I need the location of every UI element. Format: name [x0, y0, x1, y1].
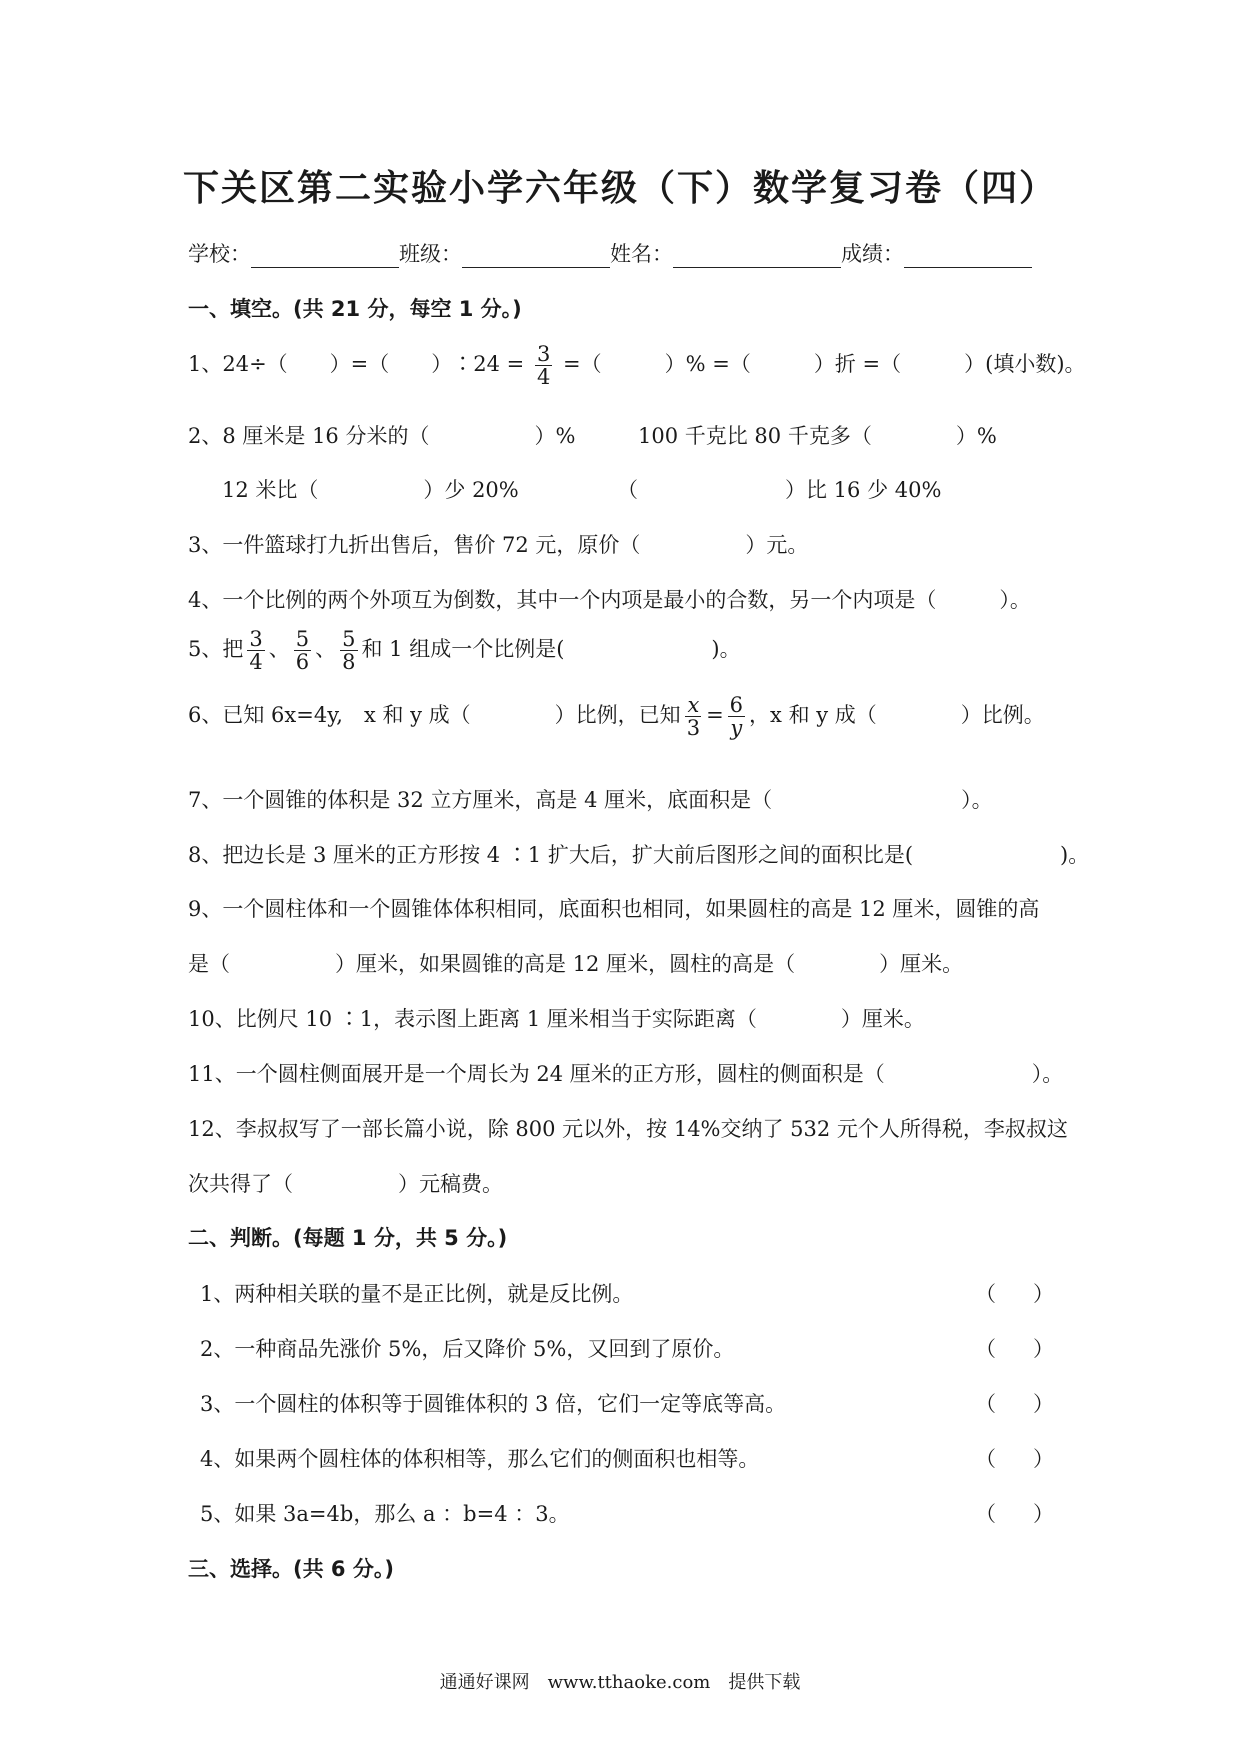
- question-12-line-2: 次共得了（ ）元稿费。: [188, 1172, 503, 1196]
- paren-open: （: [975, 1502, 996, 1526]
- judge-answer-2[interactable]: [975, 1333, 1054, 1363]
- paren-open: （: [975, 1337, 996, 1361]
- question-4: 4、一个比例的两个外项互为倒数，其中一个内项是最小的合数，另一个内项是（ ）。: [188, 588, 1031, 612]
- section-3-heading: 三、选择。(共 6 分。): [188, 1557, 394, 1581]
- fraction-denominator: 4: [536, 365, 551, 390]
- question-1-part-b: =（ ）% =（ ）折 =（ ）(填小数)。: [563, 352, 1086, 377]
- question-2-part-b: 100 千克比 80 千克多（ ）%: [638, 424, 997, 448]
- page-title: 下关区第二实验小学六年级（下）数学复习卷（四）: [182, 167, 1057, 209]
- question-5-part-b: 和 1 组成一个比例是( )。: [361, 637, 741, 662]
- paren-close: ）: [1033, 1502, 1054, 1526]
- question-3: 3、一件篮球打九折出售后，售价 72 元，原价（ ）元。: [188, 533, 809, 557]
- paren-close: ）: [1033, 1392, 1054, 1416]
- equals-sign: =: [706, 703, 724, 728]
- question-9-line-1: 9、一个圆柱体和一个圆锥体体积相同，底面积也相同，如果圆柱的高是 12 厘米，圆锥的高: [188, 897, 1040, 921]
- question-2-part-d: （ ）比 16 少 40%: [617, 478, 942, 502]
- fraction-numerator: x: [687, 693, 700, 717]
- paren-open: （: [975, 1282, 996, 1306]
- question-6-part-a: 6、已知 6x=4y, x 和 y 成（ ）比例，已知: [188, 703, 681, 728]
- paren-open: （: [975, 1447, 996, 1471]
- judge-item-4: 4、如果两个圆柱体的体积相等，那么它们的侧面积也相等。: [200, 1447, 760, 1471]
- fraction-numerator: 6: [729, 693, 744, 717]
- question-6: [188, 694, 1045, 739]
- paren-close: ）: [1033, 1337, 1054, 1361]
- judge-item-3: 3、一个圆柱的体积等于圆锥体积的 3 倍，它们一定等底等高。: [200, 1392, 787, 1416]
- question-11: 11、一个圆柱侧面展开是一个周长为 24 厘米的正方形，圆柱的侧面积是（ ）。: [188, 1062, 1064, 1086]
- judge-answer-1[interactable]: [975, 1278, 1054, 1308]
- question-2-part-a: 2、8 厘米是 16 分米的（ ）%: [188, 424, 576, 448]
- school-label: 学校：: [188, 242, 251, 266]
- question-9-line-2: 是（ ）厘米，如果圆锥的高是 12 厘米，圆柱的高是（ ）厘米。: [188, 952, 964, 976]
- score-blank[interactable]: [904, 245, 1032, 268]
- question-5: [188, 628, 741, 673]
- score-label: 成绩：: [841, 242, 904, 266]
- paren-close: ）: [1033, 1282, 1054, 1306]
- fraction-5-8: [340, 628, 357, 673]
- question-6-part-b: ，x 和 y 成（ ）比例。: [749, 703, 1045, 728]
- paren-close: ）: [1033, 1447, 1054, 1471]
- question-10: 10、比例尺 10 ∶1，表示图上距离 1 厘米相当于实际距离（ ）厘米。: [188, 1007, 925, 1031]
- question-2-part-c: 12 米比（ ）少 20%: [222, 478, 519, 502]
- separator: 、: [315, 637, 337, 662]
- fraction-3-4: [535, 343, 552, 388]
- paren-open: （: [975, 1392, 996, 1416]
- fraction-numerator: 5: [295, 627, 310, 651]
- fraction-denominator: 3: [686, 716, 701, 741]
- fraction-3-4: [247, 628, 264, 673]
- fraction-x-3: [685, 694, 702, 739]
- judge-answer-5[interactable]: [975, 1498, 1054, 1528]
- fraction-numerator: 5: [342, 627, 356, 651]
- name-label: 姓名：: [610, 242, 673, 266]
- question-5-part-a: 5、把: [188, 637, 244, 662]
- fraction-denominator: 4: [249, 650, 263, 675]
- fraction-5-6: [294, 628, 311, 673]
- judge-item-1: 1、两种相关联的量不是正比例，就是反比例。: [200, 1282, 634, 1306]
- judge-item-2: 2、一种商品先涨价 5%，后又降价 5%，又回到了原价。: [200, 1337, 735, 1361]
- section-2-heading: 二、判断。(每题 1 分，共 5 分。): [188, 1226, 508, 1250]
- judge-answer-3[interactable]: [975, 1388, 1054, 1418]
- school-blank[interactable]: [251, 245, 399, 268]
- fraction-denominator: 8: [342, 650, 356, 675]
- footer-credit: 通通好课网 www.tthaoke.com 提供下载: [439, 1672, 801, 1693]
- fraction-6-y: [728, 694, 745, 739]
- question-12-line-1: 12、李叔叔写了一部长篇小说，除 800 元以外，按 14%交纳了 532 元个人所得税，李叔叔这: [188, 1117, 1068, 1141]
- fraction-denominator: 6: [295, 650, 310, 675]
- question-8: 8、把边长是 3 厘米的正方形按 4 ∶1 扩大后，扩大前后图形之间的面积比是( )。: [188, 843, 1090, 867]
- student-info-row: [188, 238, 1032, 268]
- fraction-numerator: 3: [249, 627, 263, 651]
- fraction-numerator: 3: [536, 342, 551, 366]
- question-7: 7、一个圆锥的体积是 32 立方厘米，高是 4 厘米，底面积是（ ）。: [188, 788, 993, 812]
- separator: 、: [268, 637, 290, 662]
- section-1-heading: 一、填空。(共 21 分，每空 1 分。): [188, 297, 522, 321]
- class-blank[interactable]: [462, 245, 610, 268]
- name-blank[interactable]: [673, 245, 841, 268]
- class-label: 班级：: [399, 242, 462, 266]
- fraction-denominator: y: [730, 716, 743, 741]
- judge-item-5: 5、如果 3a=4b，那么 a ：b=4 ：3。: [200, 1502, 570, 1526]
- question-1: [188, 343, 1086, 388]
- question-1-part-a: 1、24÷（ ）=（ ）∶24 =: [188, 352, 525, 377]
- judge-answer-4[interactable]: [975, 1443, 1054, 1473]
